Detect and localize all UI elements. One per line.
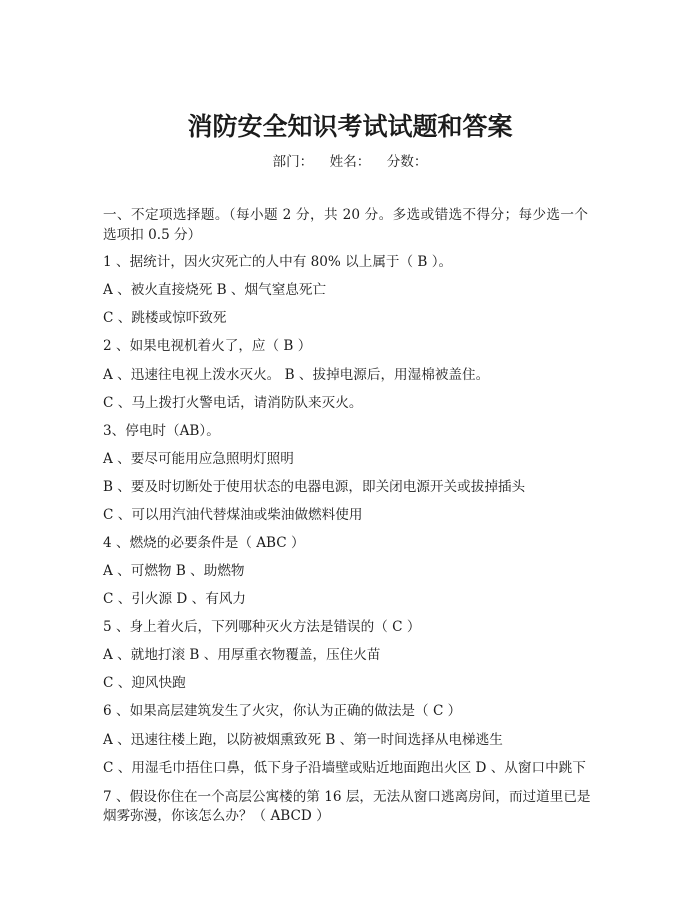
question-2-option-line: A 、迅速往电视上泼水灭火。 B 、拔掉电源后，用湿棉被盖住。	[103, 367, 490, 383]
question-3-option-line: A 、要尽可能用应急照明灯照明	[103, 451, 294, 467]
question-6-option-line: A 、迅速往楼上跑，以防被烟熏致死 B 、第一时间选择从电梯逃生	[103, 732, 503, 748]
question-3-stem: 3、停电时（AB）。	[103, 423, 220, 439]
question-1-option-line: C 、跳楼或惊吓致死	[103, 310, 227, 326]
header-fields	[0, 152, 700, 172]
question-6-stem: 6 、如果高层建筑发生了火灾，你认为正确的做法是（ C ）	[103, 703, 462, 719]
section-heading-line-1: 一、不定项选择题。（每小题 2 分，共 20 分。多选或错选不得分；每少选一个	[103, 207, 588, 223]
section-heading-line-2: 选项扣 0.5 分）	[103, 227, 202, 243]
question-3-option-line: C 、可以用汽油代替煤油或柴油做燃料使用	[103, 507, 363, 523]
question-4-option-line: A 、可燃物 B 、助燃物	[103, 563, 245, 579]
score-label: 分数：	[386, 154, 428, 170]
question-5-option-line: C 、迎风快跑	[103, 675, 186, 691]
question-5-option-line: A 、就地打滚 B 、用厚重衣物覆盖，压住火苗	[103, 647, 381, 663]
question-2-option-line: C 、马上拨打火警电话，请消防队来灭火。	[103, 395, 363, 411]
question-1-option-line: A 、被火直接烧死 B 、烟气窒息死亡	[103, 282, 327, 298]
question-7-stem-line-2: 烟雾弥漫，你该怎么办？（ ABCD ）	[103, 808, 330, 824]
name-label: 姓名：	[329, 154, 371, 170]
document-title: 消防安全知识考试试题和答案	[187, 112, 513, 141]
question-7-stem-line-1: 7 、假设你住在一个高层公寓楼的第 16 层，无法从窗口逃离房间，而过道里已是	[103, 789, 591, 805]
question-1-stem: 1 、据统计，因火灾死亡的人中有 80% 以上属于（ B ）。	[103, 254, 453, 270]
question-3-option-line: B 、要及时切断处于使用状态的电器电源，即关闭电源开关或拔掉插头	[103, 479, 526, 495]
question-4-stem: 4 、燃烧的必要条件是（ ABC ）	[103, 535, 305, 551]
question-6-option-line: C 、用湿毛巾捂住口鼻，低下身子沿墙壁或贴近地面跑出火区 D 、从窗口中跳下	[103, 760, 586, 776]
question-2-stem: 2 、如果电视机着火了，应（ B ）	[103, 338, 312, 354]
department-label: 部门：	[272, 154, 314, 170]
question-5-stem: 5 、身上着火后，下列哪种灭火方法是错误的（ C ）	[103, 619, 421, 635]
question-4-option-line: C 、引火源 D 、有风力	[103, 591, 247, 607]
